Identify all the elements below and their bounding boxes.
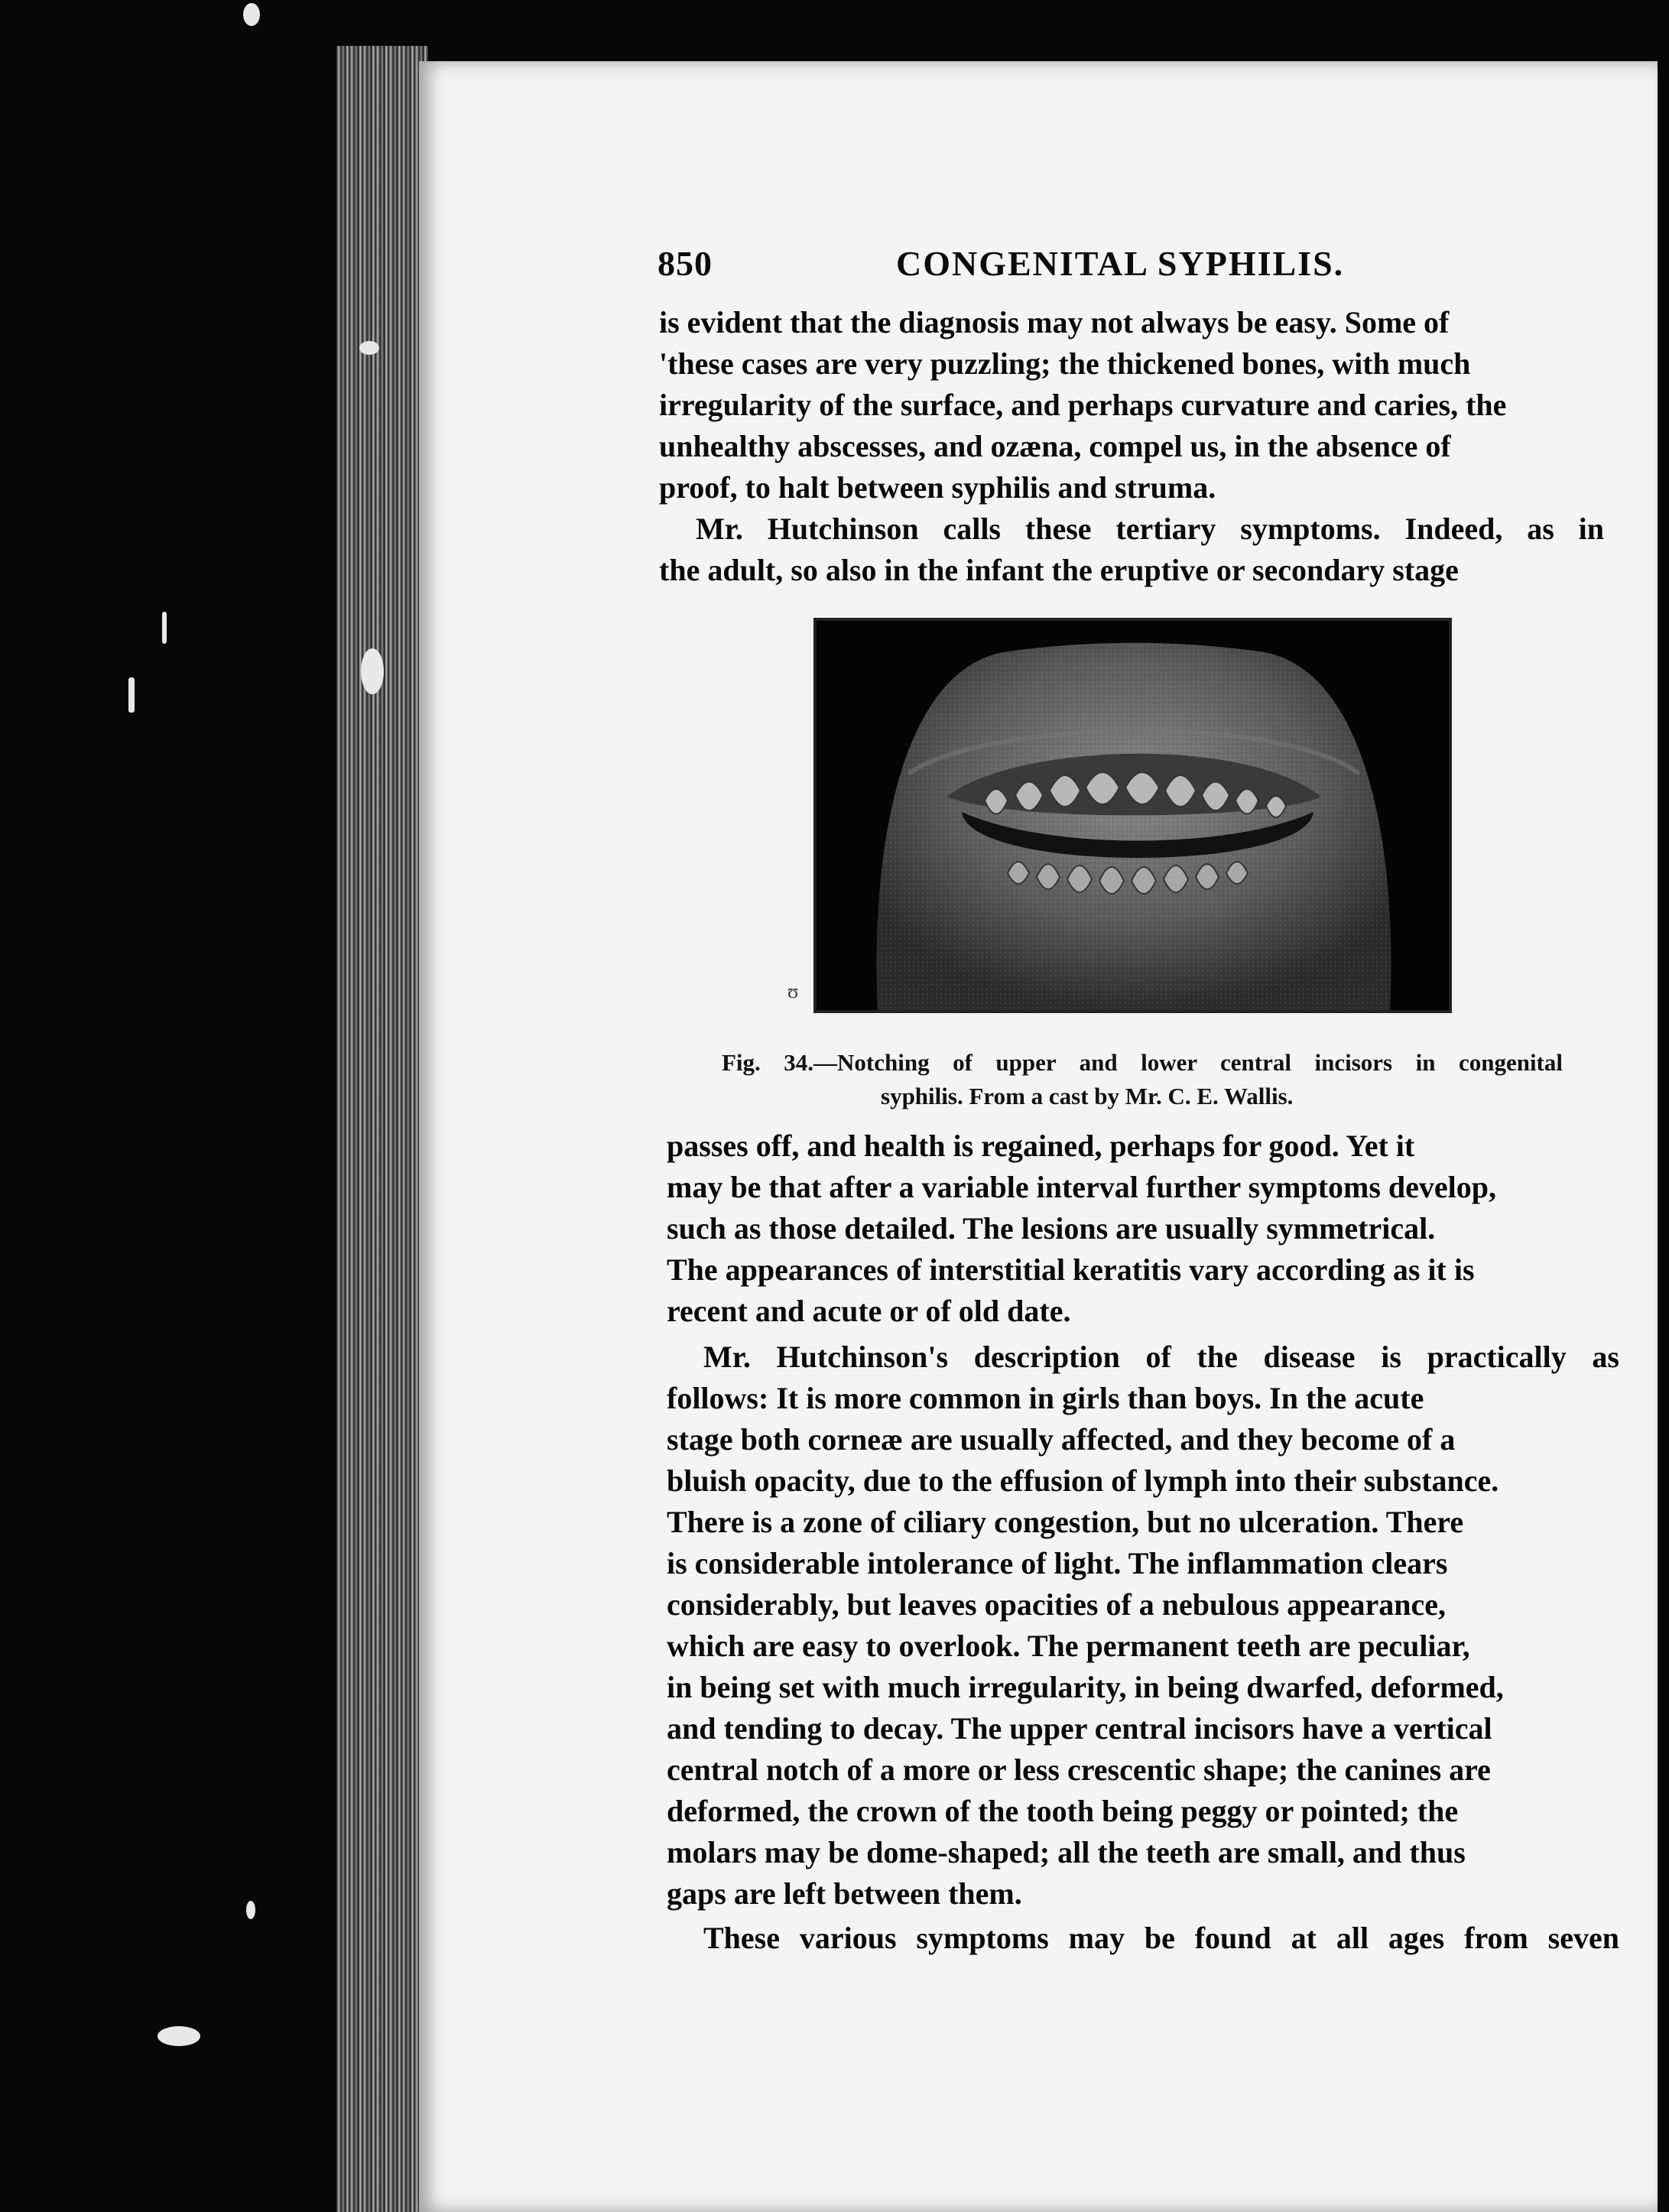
text-line: There is a zone of ciliary congestion, but no ulceration. There: [667, 1505, 1464, 1539]
stray-mark: ʊ: [787, 980, 799, 1002]
text-line: is evident that the diagnosis may not always be easy. Some of: [659, 305, 1450, 339]
text-line: and tending to decay. The upper central incisors have a vertical: [667, 1711, 1492, 1746]
teeth-cast-photo: [817, 621, 1449, 1010]
text-line: 'these cases are very puzzling; the thickened bones, with much: [659, 346, 1471, 381]
figure-photograph: [813, 618, 1452, 1013]
running-title: CONGENITAL SYPHILIS.: [896, 244, 1345, 283]
text-line: gaps are left between them.: [667, 1876, 1022, 1911]
text-line: deformed, the crown of the tooth being peggy or pointed; the: [667, 1794, 1459, 1828]
text-line: which are easy to overlook. The permanent teeth are peculiar,: [667, 1629, 1470, 1663]
text-line: the adult, so also in the infant the eruptive or secondary stage: [659, 553, 1459, 587]
text-line: molars may be dome-shaped; all the teeth are small, and thus: [667, 1835, 1466, 1869]
text-line: These various symptoms may be found at all ages from seven: [703, 1921, 1619, 1955]
text-line: considerably, but leaves opacities of a nebulous appearance,: [667, 1587, 1446, 1622]
dust-speck: [246, 1901, 255, 1919]
dust-speck: [162, 612, 167, 644]
dust-speck: [157, 2026, 200, 2046]
page-number: 850: [658, 244, 713, 283]
text-line: unhealthy abscesses, and ozæna, compel us, in the absence of: [659, 429, 1451, 463]
text-line: may be that after a variable interval further symptoms develop,: [667, 1170, 1497, 1204]
text-line: Mr. Hutchinson calls these tertiary symptoms. Indeed, as in: [696, 512, 1604, 546]
dust-speck: [361, 648, 384, 694]
text-line: central notch of a more or less crescentic shape; the canines are: [667, 1752, 1491, 1787]
text-line: in being set with much irregularity, in being dwarfed, deformed,: [667, 1670, 1504, 1704]
text-line: is considerable intolerance of light. The inflammation clears: [667, 1546, 1448, 1580]
dust-speck: [359, 341, 379, 355]
caption-line: syphilis. From a cast by Mr. C. E. Wallis.: [881, 1083, 1294, 1109]
book-binding-edge: [336, 46, 428, 2212]
text-line: The appearances of interstitial keratitis vary according as it is: [667, 1252, 1475, 1287]
text-line: such as those detailed. The lesions are usually symmetrical.: [667, 1211, 1436, 1246]
text-line: Mr. Hutchinson's description of the disease is practically as: [703, 1340, 1619, 1374]
text-line: recent and acute or of old date.: [667, 1294, 1071, 1328]
text-line: proof, to halt between syphilis and struma.: [659, 470, 1216, 505]
text-line: follows: It is more common in girls than boys. In the acute: [667, 1381, 1424, 1415]
caption-line: Fig. 34.—Notching of upper and lower central incisors in congenital: [722, 1049, 1563, 1076]
text-line: irregularity of the surface, and perhaps curvature and caries, the: [659, 388, 1507, 422]
text-line: passes off, and health is regained, perhaps for good. Yet it: [667, 1129, 1415, 1163]
page-header: [658, 243, 1445, 289]
text-line: bluish opacity, due to the effusion of lymph into their substance.: [667, 1463, 1499, 1498]
dust-speck: [243, 3, 260, 26]
dust-speck: [128, 677, 135, 713]
text-line: stage both corneæ are usually affected, and they become of a: [667, 1422, 1456, 1457]
